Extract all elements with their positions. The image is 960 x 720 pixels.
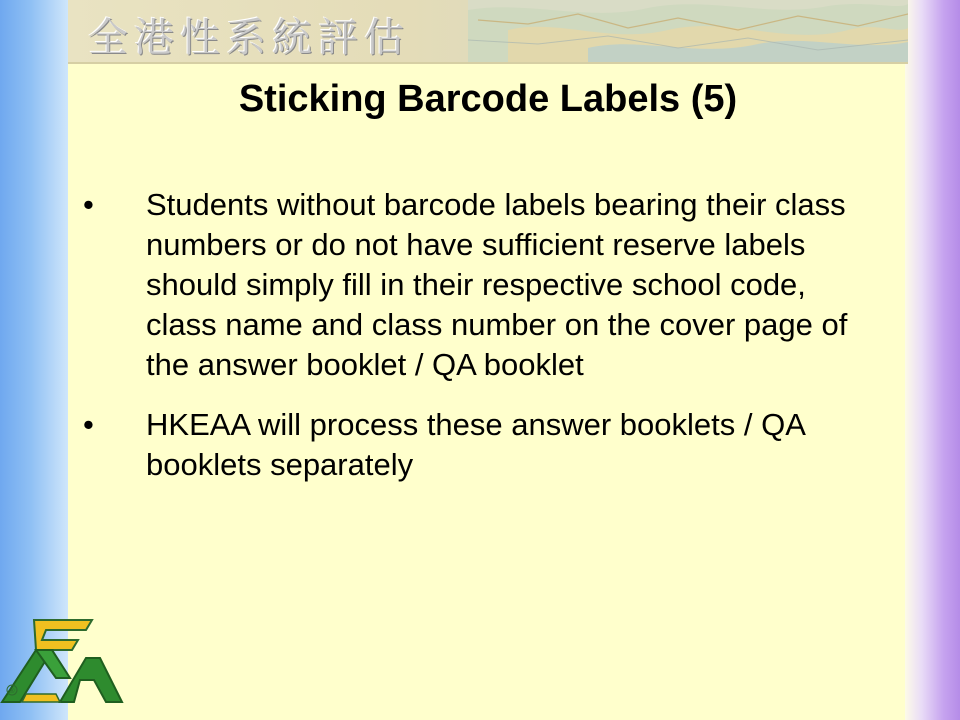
slide-title: Sticking Barcode Labels (5) bbox=[238, 78, 738, 120]
left-gradient-band bbox=[0, 0, 68, 720]
bullet-list bbox=[78, 185, 878, 505]
bullet-marker: • bbox=[83, 187, 94, 222]
bullet-item bbox=[78, 405, 878, 485]
bullet-text: HKEAA will process these answer booklets / QA booklets separately bbox=[146, 407, 805, 482]
registered-mark: ® bbox=[8, 687, 16, 695]
bullet-item bbox=[78, 185, 878, 385]
header-banner-title: 全港性系統評估 bbox=[88, 15, 410, 61]
header-banner bbox=[68, 0, 908, 62]
map-background-icon bbox=[468, 0, 908, 62]
bullet-text: Students without barcode labels bearing their class numbers or do not have sufficient reserve labels should simply fill in their respective school code, class name and class number on the cover page of the answer booklet / QA booklet bbox=[146, 187, 848, 382]
bullet-marker: • bbox=[83, 407, 94, 442]
header-divider bbox=[68, 62, 908, 64]
hkeaa-logo-icon bbox=[0, 618, 125, 708]
right-gradient-band bbox=[905, 0, 960, 720]
